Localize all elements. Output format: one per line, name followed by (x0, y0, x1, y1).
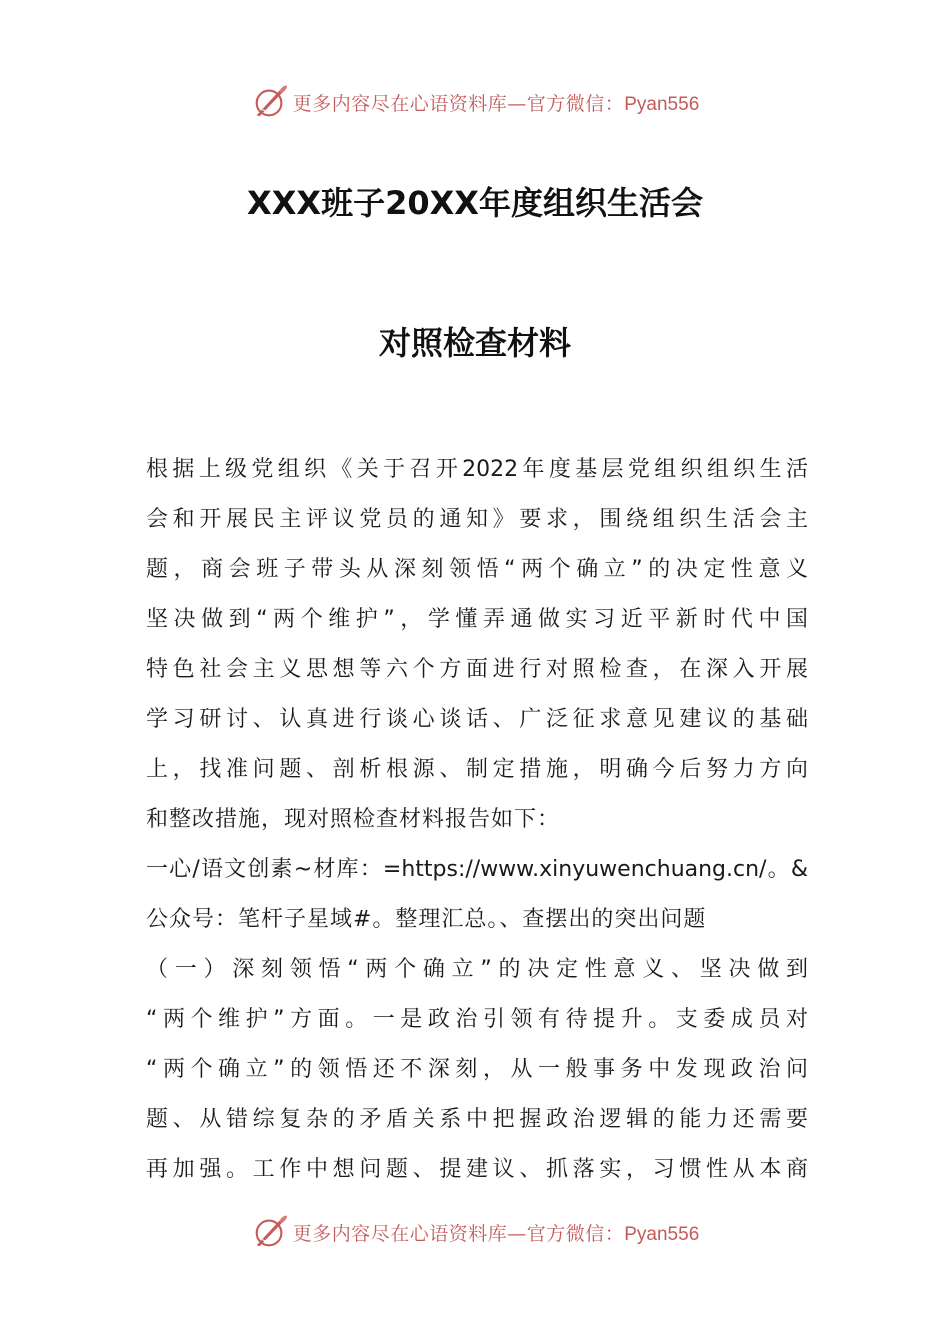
body-line: 和整改措施，现对照检查材料报告如下： (146, 807, 561, 832)
watermark-slogan: 更多内容尽在心语资料库—官方微信： (292, 92, 625, 115)
quill-pen-icon (251, 1213, 289, 1251)
watermark-slogan: 更多内容尽在心语资料库—官方微信： (292, 1222, 625, 1245)
body-line: “两个确立”的领悟还不深刻，从一般事务中发现政治问 (146, 1057, 808, 1082)
watermark-wechat-id: Pyan556 (624, 93, 700, 115)
body-line: 坚决做到“两个维护”，学懂弄通做实习近平新时代中国 (146, 607, 808, 632)
document-subtitle: 对照检查材料 (378, 324, 571, 362)
watermark-text (293, 1219, 700, 1246)
body-line: 一心/语文创素~材库：=https://www.xinyuwenchuang.cn/。& (146, 857, 808, 882)
body-line: 特色社会主义思想等六个方面进行对照检查，在深入开展 (146, 657, 808, 682)
header-watermark (0, 82, 950, 122)
body-line: 题，商会班子带头从深刻领悟“两个确立”的决定性意义 (146, 557, 808, 582)
body-line: 上，找准问题、剖析根源、制定措施，明确今后努力方向 (146, 757, 808, 782)
body-line: 公众号：笔杆子星域#。整理汇总。、查摆出的突出问题 (146, 907, 707, 932)
footer-watermark (0, 1212, 950, 1252)
document-body (146, 445, 808, 1195)
quill-pen-icon (251, 83, 289, 121)
body-line: （一）深刻领悟“两个确立”的决定性意义、坚决做到 (146, 957, 808, 982)
body-line: “两个维护”方面。一是政治引领有待提升。支委成员对 (146, 1007, 808, 1032)
watermark-wechat-id: Pyan556 (624, 1223, 700, 1245)
body-line: 学习研讨、认真进行谈心谈话、广泛征求意见建议的基础 (146, 707, 808, 732)
body-line: 题、从错综复杂的矛盾关系中把握政治逻辑的能力还需要 (146, 1107, 808, 1132)
body-line: 会和开展民主评议党员的通知》要求，围绕组织生活会主 (146, 507, 808, 532)
document-title: XXX班子20XX年度组织生活会 (247, 184, 703, 222)
body-line: 再加强。工作中想问题、提建议、抓落实，习惯性从本商 (146, 1157, 808, 1182)
body-line: 根据上级党组织《关于召开2022年度基层党组织组织生活 (146, 457, 808, 482)
watermark-text (293, 89, 700, 116)
